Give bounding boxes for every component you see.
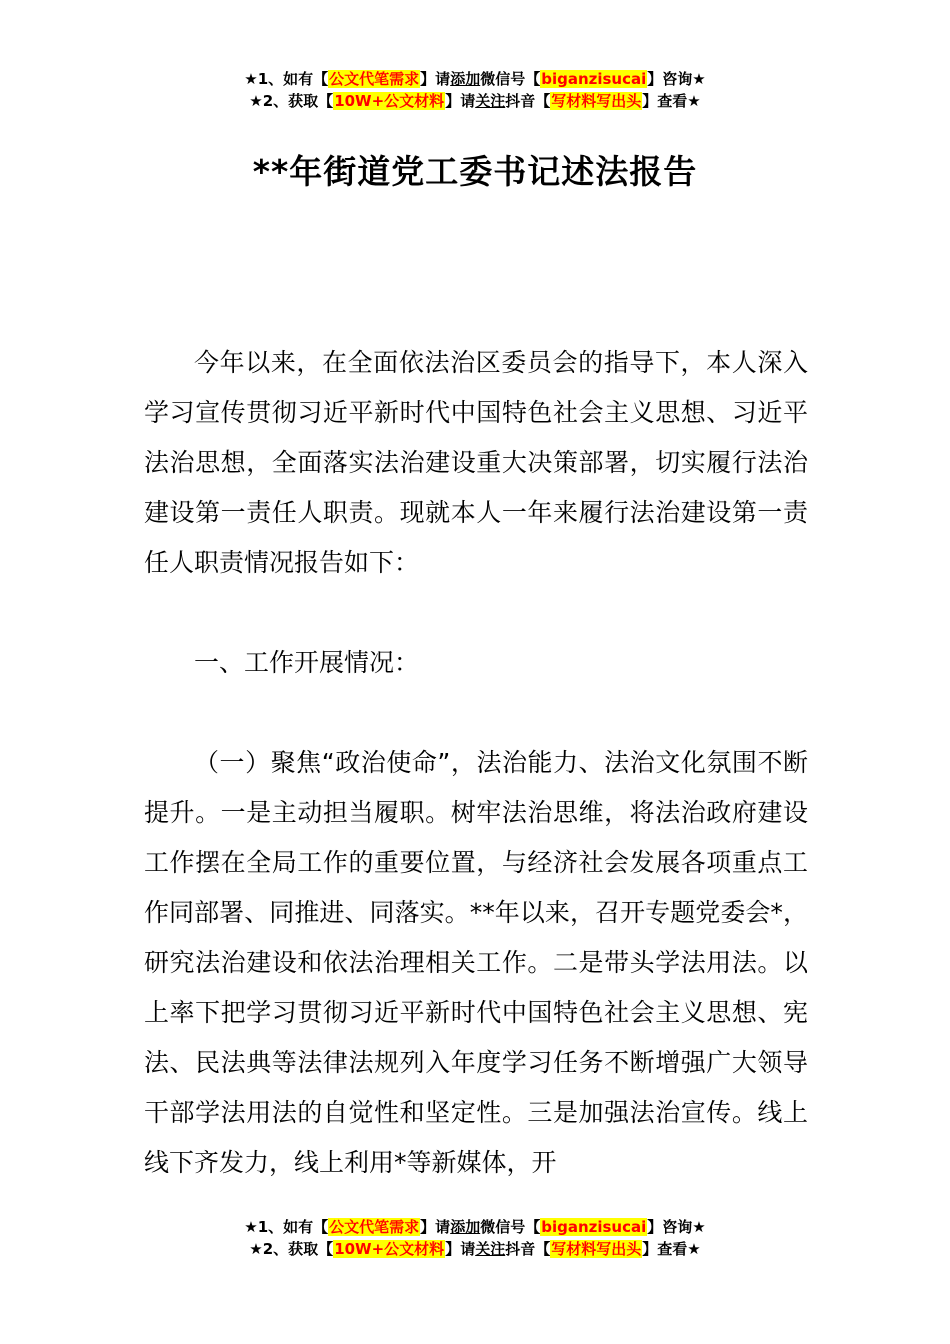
paragraph-intro: 今年以来，在全面依法治区委员会的指导下，本人深入学习宣传贯彻习近平新时代中国特色社会主义思想、习近平法治思想，全面落实法治建设重大决策部署，切实履行法治建设第一责任人职责。现就本人一年来履行法治建设第一责任人职责情况报告如下：	[144, 348, 808, 577]
header-banner	[0, 68, 950, 112]
section-heading: 一、工作开展情况：	[194, 648, 420, 677]
banner-line-2: ★2、获取【10W+公文材料】请关注抖音【写材料写出头】查看★	[249, 1240, 701, 1258]
footer-banner	[0, 1216, 950, 1260]
paragraph-section-1: （一）聚焦“政治使命”，法治能力、法治文化氛围不断提升。一是主动担当履职。树牢法治思维，将法治政府建设工作摆在全局工作的重要位置，与经济社会发展各项重点工作同部署、同推进、同落实。**年以来，召开专题党委会*，研究法治建设和依法治理相关工作。二是带头学法用法。以上率下把学习贯彻习近平新时代中国特色社会主义思想、宪法、民法典等法律法规列入年度学习任务不断增强广大领导干部学法用法的自觉性和坚定性。三是加强法治宣传。线上线下齐发力，线上利用*等新媒体，开	[144, 748, 808, 1177]
document-title: **年街道党工委书记述法报告	[252, 152, 698, 191]
banner-line-1: ★1、如有【公文代笔需求】请添加微信号【biganzisucai】咨询★	[244, 1218, 706, 1236]
banner-line-1: ★1、如有【公文代笔需求】请添加微信号【biganzisucai】咨询★	[244, 70, 706, 88]
banner-line-2: ★2、获取【10W+公文材料】请关注抖音【写材料写出头】查看★	[249, 92, 701, 110]
